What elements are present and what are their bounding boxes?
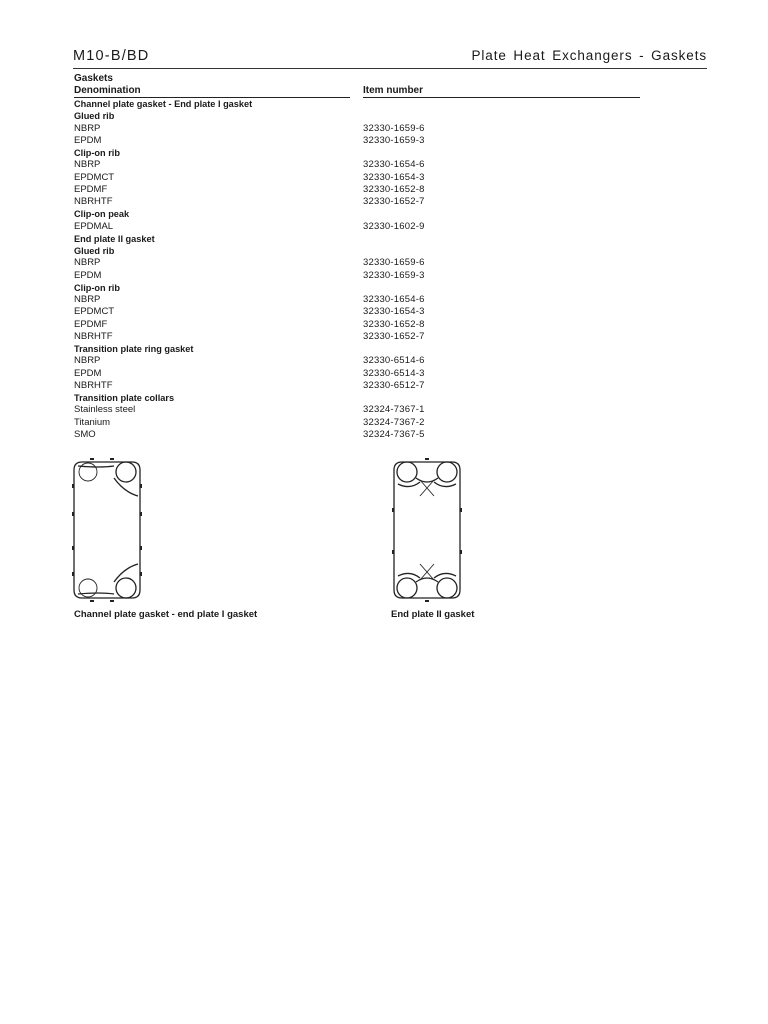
- page-header: [73, 46, 707, 69]
- row-denomination: SMO: [74, 428, 96, 440]
- table-row: [74, 429, 674, 441]
- row-denomination: EPDM: [74, 269, 102, 281]
- row-denomination: Channel plate gasket - End plate I gasket: [74, 99, 253, 109]
- table-row: [74, 221, 674, 233]
- end-plate-ii-gasket-diagram: [390, 454, 470, 606]
- row-denomination: Clip-on rib: [74, 148, 120, 158]
- row-denomination: NBRHTF: [74, 330, 113, 342]
- row-denomination: Stainless steel: [74, 404, 136, 416]
- table-row: [74, 184, 674, 196]
- row-item-number: 32330-6514-6: [363, 355, 425, 367]
- channel-plate-gasket-caption: Channel plate gasket - end plate I gasket: [74, 609, 258, 620]
- table-subheading: [74, 282, 674, 294]
- row-item-number: 32330-1659-3: [363, 269, 425, 281]
- row-item-number: 32324-7367-2: [363, 416, 425, 428]
- row-denomination: EPDMAL: [74, 220, 114, 232]
- table-row: [74, 380, 674, 392]
- row-denomination: Clip-on rib: [74, 282, 120, 293]
- row-denomination: Glued rib: [74, 111, 115, 122]
- table-row: [74, 135, 674, 147]
- table-subheading: [74, 233, 674, 245]
- table-row: [74, 319, 674, 331]
- row-denomination: End plate II gasket: [74, 233, 155, 244]
- row-denomination: Transition plate ring gasket: [74, 344, 194, 354]
- row-item-number: 32330-1652-7: [363, 196, 425, 207]
- table-row: [74, 123, 674, 135]
- table-subheading: [74, 245, 674, 257]
- row-denomination: NBRP: [74, 355, 101, 367]
- end-plate-ii-gasket-caption: End plate II gasket: [391, 609, 475, 620]
- table-subheading: [74, 392, 674, 404]
- row-item-number: 32330-6514-3: [363, 367, 425, 379]
- row-item-number: 32330-1659-6: [363, 257, 425, 269]
- table-row: [74, 355, 674, 367]
- row-denomination: NBRHTF: [74, 379, 113, 391]
- row-denomination: EPDMF: [74, 183, 108, 195]
- table-row: [74, 270, 674, 282]
- table-subheading: [74, 110, 674, 122]
- table-row: [74, 172, 674, 184]
- table-row: [74, 404, 674, 416]
- row-denomination: NBRP: [74, 257, 101, 269]
- table-row: [74, 417, 674, 429]
- table-row: [74, 257, 674, 269]
- table-row: [74, 331, 674, 343]
- document-title: Plate Heat Exchangers - Gaskets: [471, 48, 707, 63]
- row-denomination: Titanium: [74, 416, 111, 428]
- row-item-number: 32330-1654-3: [363, 171, 425, 183]
- row-item-number: 32330-1654-6: [363, 294, 425, 305]
- row-denomination: NBRP: [74, 159, 101, 171]
- row-denomination: Transition plate collars: [74, 393, 175, 403]
- row-denomination: Clip-on peak: [74, 209, 130, 220]
- column-header-denomination: Denomination: [74, 85, 350, 98]
- table-row: [74, 306, 674, 318]
- gasket-table: [74, 98, 674, 441]
- column-header-item-number: Item number: [363, 85, 640, 98]
- channel-plate-gasket-diagram: [70, 454, 150, 606]
- table-subheading: [74, 98, 674, 110]
- row-item-number: 32330-1659-3: [363, 134, 425, 146]
- row-denomination: NBRHTF: [74, 196, 113, 207]
- row-denomination: EPDMCT: [74, 306, 115, 318]
- row-item-number: 32330-1652-8: [363, 183, 425, 195]
- row-item-number: 32330-6512-7: [363, 379, 425, 391]
- row-item-number: 32324-7367-5: [363, 428, 425, 440]
- row-denomination: EPDMF: [74, 318, 108, 330]
- row-item-number: 32330-1652-7: [363, 330, 425, 342]
- row-denomination: EPDM: [74, 367, 102, 379]
- row-item-number: 32330-1654-3: [363, 306, 425, 318]
- row-denomination: NBRP: [74, 122, 101, 134]
- document-code: M10-B/BD: [73, 48, 150, 64]
- row-item-number: 32330-1652-8: [363, 318, 425, 330]
- table-subheading: [74, 147, 674, 159]
- row-denomination: EPDMCT: [74, 171, 115, 183]
- table-subheading: [74, 208, 674, 220]
- section-title: Gaskets: [74, 73, 113, 84]
- table-subheading: [74, 343, 674, 355]
- row-item-number: 32330-1659-6: [363, 122, 425, 134]
- row-item-number: 32330-1654-6: [363, 159, 425, 171]
- row-denomination: Glued rib: [74, 246, 115, 256]
- row-denomination: EPDM: [74, 134, 102, 146]
- row-item-number: 32324-7367-1: [363, 404, 425, 416]
- table-row: [74, 196, 674, 208]
- row-item-number: 32330-1602-9: [363, 220, 425, 232]
- table-row: [74, 294, 674, 306]
- table-row: [74, 368, 674, 380]
- table-row: [74, 159, 674, 171]
- row-denomination: NBRP: [74, 294, 101, 305]
